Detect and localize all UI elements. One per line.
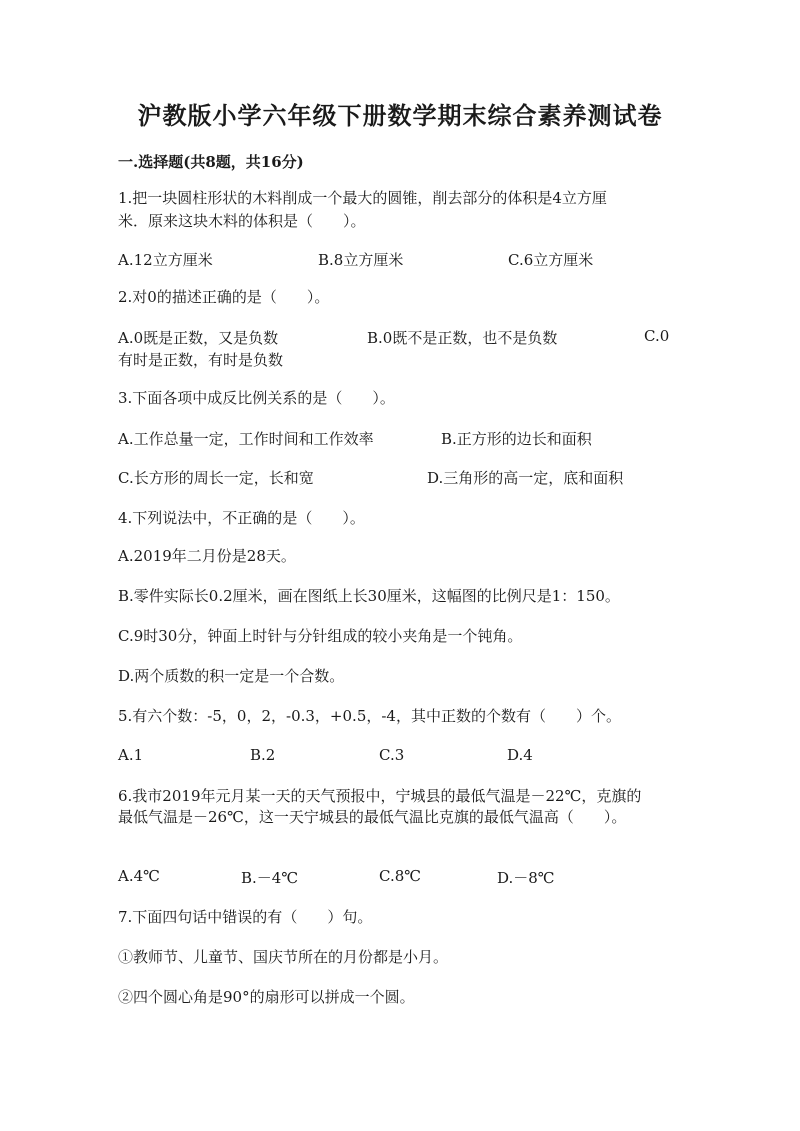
- question-1-option-c: C.6立方厘米: [508, 251, 594, 269]
- section-heading: 一.选择题(共8题，共16分): [118, 153, 304, 171]
- question-4-text: 4.下列说法中，不正确的是（ ）。: [118, 509, 365, 527]
- question-6-option-b: B.－4℃: [241, 869, 299, 887]
- question-4-option-d: D.两个质数的积一定是一个合数。: [118, 667, 345, 685]
- question-6-option-a: A.4℃: [118, 867, 160, 885]
- question-1-option-b: B.8立方厘米: [318, 251, 404, 269]
- question-7-statement-2: ②四个圆心角是90°的扇形可以拼成一个圆。: [118, 988, 415, 1006]
- question-7-text: 7.下面四句话中错误的有（ ）句。: [118, 908, 373, 926]
- question-5-option-d: D.4: [507, 746, 533, 764]
- question-5-option-a: A.1: [118, 746, 144, 764]
- question-3-text: 3.下面各项中成反比例关系的是（ ）。: [118, 389, 395, 407]
- question-3-option-a: A.工作总量一定，工作时间和工作效率: [118, 430, 374, 448]
- question-6-option-d: D.－8℃: [497, 869, 555, 887]
- question-5-option-c: C.3: [379, 746, 405, 764]
- question-5-option-b: B.2: [250, 746, 276, 764]
- question-3-option-b: B.正方形的边长和面积: [441, 430, 592, 448]
- question-2-text: 2.对0的描述正确的是（ ）。: [118, 288, 330, 306]
- question-5-text: 5.有六个数：-5，0，2，-0.3，+0.5，-4，其中正数的个数有（ ）个。: [118, 707, 621, 725]
- page-title: 沪教版小学六年级下册数学期末综合素养测试卷: [137, 101, 663, 130]
- question-4-option-c: C.9时30分，钟面上时针与分针组成的较小夹角是一个钝角。: [118, 627, 523, 645]
- question-3-option-c: C.长方形的周长一定，长和宽: [118, 469, 314, 487]
- question-2-option-c: C.0: [644, 327, 670, 345]
- question-1-option-a: A.12立方厘米: [118, 251, 213, 269]
- question-7-statement-1: ①教师节、儿童节、国庆节所在的月份都是小月。: [118, 948, 449, 966]
- question-3-option-d: D.三角形的高一定，底和面积: [427, 469, 624, 487]
- question-2-option-a: A.0既是正数，又是负数: [118, 329, 279, 347]
- question-4-option-b: B.零件实际长0.2厘米，画在图纸上长30厘米，这幅图的比例尺是1：150。: [118, 587, 620, 605]
- question-6-line-2: 最低气温是－26℃，这一天宁城县的最低气温比克旗的最低气温高（ ）。: [118, 808, 627, 826]
- question-4-option-a: A.2019年二月份是28天。: [118, 547, 296, 565]
- question-6-line-1: 6.我市2019年元月某一天的天气预报中，宁城县的最低气温是－22℃，克旗的: [118, 787, 642, 805]
- question-1-line-1: 1.把一块圆柱形状的木料削成一个最大的圆锥，削去部分的体积是4立方厘: [118, 189, 607, 207]
- question-2-option-b: B.0既不是正数，也不是负数: [367, 329, 558, 347]
- question-6-option-c: C.8℃: [379, 867, 422, 885]
- question-2-option-c-cont: 有时是正数，有时是负数: [118, 351, 284, 369]
- question-1-line-2: 米．原来这块木料的体积是（ ）。: [118, 212, 366, 230]
